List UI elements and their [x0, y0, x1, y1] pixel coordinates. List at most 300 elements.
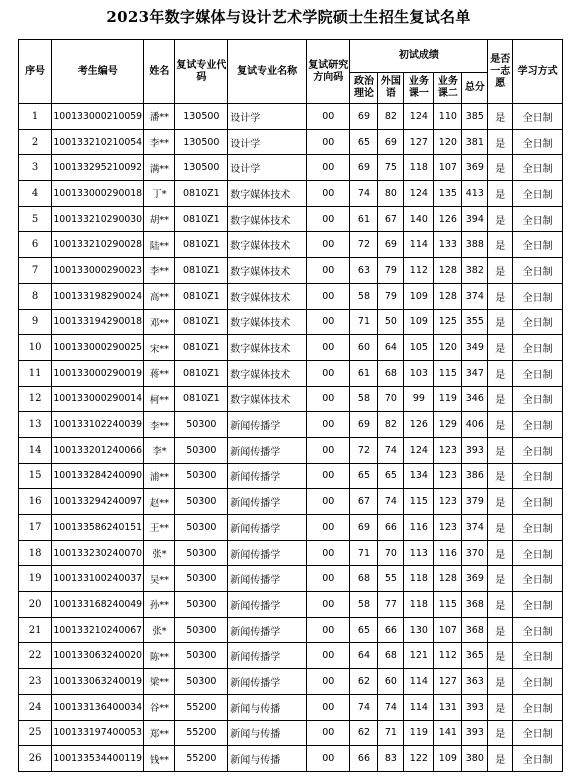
cell-total: 370 [462, 540, 488, 566]
cell-major-code: 55200 [175, 720, 228, 746]
cell-course-1: 113 [404, 540, 434, 566]
cell-course-1: 122 [404, 746, 434, 772]
header-study-mode: 学习方式 [513, 40, 563, 104]
cell-course-2: 110 [434, 104, 462, 130]
table-header [19, 40, 563, 104]
cell-first-choice: 是 [488, 104, 513, 130]
cell-study-mode: 全日制 [513, 412, 563, 438]
cell-foreign-language: 55 [378, 566, 404, 592]
cell-major-name: 新闻传播学 [228, 669, 307, 695]
cell-course-1: 118 [404, 566, 434, 592]
cell-first-choice: 是 [488, 412, 513, 438]
cell-course-1: 118 [404, 592, 434, 618]
cell-total: 369 [462, 566, 488, 592]
cell-direction: 00 [306, 720, 350, 746]
cell-major-code: 0810Z1 [175, 335, 228, 361]
cell-first-choice: 是 [488, 386, 513, 412]
cell-name: 陈** [144, 643, 175, 669]
cell-direction: 00 [306, 437, 350, 463]
cell-first-choice: 是 [488, 335, 513, 361]
cell-name: 陆** [144, 232, 175, 258]
cell-name: 潘** [144, 104, 175, 130]
cell-direction: 00 [306, 360, 350, 386]
cell-foreign-language: 65 [378, 463, 404, 489]
cell-course-1: 105 [404, 335, 434, 361]
cell-first-choice: 是 [488, 669, 513, 695]
cell-total: 381 [462, 129, 488, 155]
cell-major-code: 55200 [175, 694, 228, 720]
cell-course-1: 114 [404, 694, 434, 720]
cell-direction: 00 [306, 566, 350, 592]
cell-course-1: 124 [404, 181, 434, 207]
table-body [19, 104, 563, 772]
cell-course-2: 115 [434, 592, 462, 618]
cell-study-mode: 全日制 [513, 617, 563, 643]
cell-politics: 65 [350, 463, 378, 489]
cell-foreign-language: 68 [378, 360, 404, 386]
cell-politics: 62 [350, 720, 378, 746]
table-row [19, 566, 563, 592]
header-foreign-language: 外国语 [378, 73, 404, 104]
header-major-code: 复试专业代码 [175, 40, 228, 104]
cell-total: 394 [462, 206, 488, 232]
cell-foreign-language: 82 [378, 412, 404, 438]
cell-name: 孙** [144, 592, 175, 618]
cell-major-name: 新闻传播学 [228, 643, 307, 669]
cell-course-1: 127 [404, 129, 434, 155]
cell-exam-no: 100133210210054 [52, 129, 144, 155]
cell-major-name: 新闻传播学 [228, 515, 307, 541]
cell-major-name: 新闻与传播 [228, 746, 307, 772]
cell-politics: 66 [350, 746, 378, 772]
cell-major-name: 新闻传播学 [228, 437, 307, 463]
cell-first-choice: 是 [488, 206, 513, 232]
cell-direction: 00 [306, 617, 350, 643]
table-row [19, 540, 563, 566]
cell-total: 346 [462, 386, 488, 412]
header-total: 总分 [462, 73, 488, 104]
cell-foreign-language: 79 [378, 283, 404, 309]
cell-politics: 74 [350, 181, 378, 207]
cell-exam-no: 100133000290023 [52, 258, 144, 284]
cell-total: 374 [462, 515, 488, 541]
cell-study-mode: 全日制 [513, 283, 563, 309]
cell-exam-no: 100133198290024 [52, 283, 144, 309]
cell-first-choice: 是 [488, 129, 513, 155]
cell-exam-no: 100133210240067 [52, 617, 144, 643]
cell-name: 吴** [144, 566, 175, 592]
table-row [19, 309, 563, 335]
cell-direction: 00 [306, 386, 350, 412]
cell-first-choice: 是 [488, 515, 513, 541]
cell-seq: 21 [19, 617, 52, 643]
table-row [19, 437, 563, 463]
cell-course-1: 109 [404, 283, 434, 309]
cell-seq: 15 [19, 463, 52, 489]
table-row [19, 258, 563, 284]
cell-course-2: 123 [434, 489, 462, 515]
table-row [19, 592, 563, 618]
cell-foreign-language: 67 [378, 206, 404, 232]
cell-seq: 25 [19, 720, 52, 746]
cell-course-1: 109 [404, 309, 434, 335]
cell-total: 368 [462, 617, 488, 643]
cell-name: 李** [144, 129, 175, 155]
cell-exam-no: 100133201240066 [52, 437, 144, 463]
table-row [19, 129, 563, 155]
cell-foreign-language: 50 [378, 309, 404, 335]
cell-foreign-language: 77 [378, 592, 404, 618]
cell-politics: 61 [350, 360, 378, 386]
cell-total: 355 [462, 309, 488, 335]
cell-major-code: 50300 [175, 592, 228, 618]
cell-total: 393 [462, 437, 488, 463]
cell-course-1: 112 [404, 258, 434, 284]
cell-direction: 00 [306, 489, 350, 515]
cell-course-2: 128 [434, 283, 462, 309]
cell-study-mode: 全日制 [513, 309, 563, 335]
table-row [19, 232, 563, 258]
cell-foreign-language: 74 [378, 437, 404, 463]
cell-seq: 11 [19, 360, 52, 386]
cell-total: 393 [462, 694, 488, 720]
cell-total: 386 [462, 463, 488, 489]
cell-exam-no: 100133100240037 [52, 566, 144, 592]
cell-name: 王** [144, 515, 175, 541]
table-row [19, 746, 563, 772]
cell-first-choice: 是 [488, 181, 513, 207]
cell-major-code: 50300 [175, 437, 228, 463]
cell-major-name: 新闻传播学 [228, 463, 307, 489]
cell-study-mode: 全日制 [513, 463, 563, 489]
cell-seq: 20 [19, 592, 52, 618]
cell-exam-no: 100133284240090 [52, 463, 144, 489]
cell-name: 李* [144, 437, 175, 463]
cell-study-mode: 全日制 [513, 104, 563, 130]
cell-major-name: 新闻传播学 [228, 592, 307, 618]
cell-name: 梁** [144, 669, 175, 695]
cell-total: 393 [462, 720, 488, 746]
cell-direction: 00 [306, 309, 350, 335]
cell-name: 蒋** [144, 360, 175, 386]
cell-major-code: 0810Z1 [175, 283, 228, 309]
cell-politics: 61 [350, 206, 378, 232]
cell-seq: 3 [19, 155, 52, 181]
cell-exam-no: 100133000210059 [52, 104, 144, 130]
cell-major-code: 0810Z1 [175, 360, 228, 386]
cell-first-choice: 是 [488, 746, 513, 772]
cell-course-2: 116 [434, 540, 462, 566]
table-row [19, 386, 563, 412]
cell-major-code: 50300 [175, 412, 228, 438]
cell-exam-no: 100133294240097 [52, 489, 144, 515]
cell-course-2: 133 [434, 232, 462, 258]
cell-first-choice: 是 [488, 309, 513, 335]
cell-seq: 4 [19, 181, 52, 207]
cell-course-2: 129 [434, 412, 462, 438]
cell-total: 379 [462, 489, 488, 515]
cell-direction: 00 [306, 232, 350, 258]
cell-name: 钱** [144, 746, 175, 772]
cell-major-name: 设计学 [228, 155, 307, 181]
cell-exam-no: 100133534400119 [52, 746, 144, 772]
cell-major-code: 50300 [175, 617, 228, 643]
cell-major-code: 50300 [175, 566, 228, 592]
cell-foreign-language: 74 [378, 489, 404, 515]
cell-course-1: 103 [404, 360, 434, 386]
cell-politics: 72 [350, 232, 378, 258]
cell-total: 382 [462, 258, 488, 284]
table-row [19, 694, 563, 720]
cell-study-mode: 全日制 [513, 360, 563, 386]
cell-exam-no: 100133000290014 [52, 386, 144, 412]
cell-study-mode: 全日制 [513, 515, 563, 541]
cell-exam-no: 100133063240019 [52, 669, 144, 695]
cell-exam-no: 100133000290019 [52, 360, 144, 386]
cell-exam-no: 100133063240020 [52, 643, 144, 669]
cell-seq: 2 [19, 129, 52, 155]
cell-exam-no: 100133000290018 [52, 181, 144, 207]
cell-course-2: 123 [434, 463, 462, 489]
cell-exam-no: 100133210290028 [52, 232, 144, 258]
cell-exam-no: 100133295210092 [52, 155, 144, 181]
cell-first-choice: 是 [488, 566, 513, 592]
cell-course-1: 130 [404, 617, 434, 643]
cell-study-mode: 全日制 [513, 746, 563, 772]
table-row [19, 643, 563, 669]
cell-direction: 00 [306, 258, 350, 284]
cell-major-name: 设计学 [228, 104, 307, 130]
cell-foreign-language: 75 [378, 155, 404, 181]
cell-course-2: 107 [434, 617, 462, 643]
header-exam-no: 考生编号 [52, 40, 144, 104]
cell-exam-no: 100133197400053 [52, 720, 144, 746]
cell-course-1: 126 [404, 412, 434, 438]
cell-seq: 12 [19, 386, 52, 412]
cell-politics: 65 [350, 617, 378, 643]
cell-course-1: 116 [404, 515, 434, 541]
cell-first-choice: 是 [488, 155, 513, 181]
cell-course-2: 135 [434, 181, 462, 207]
cell-total: 363 [462, 669, 488, 695]
cell-direction: 00 [306, 335, 350, 361]
header-first-choice: 是否一志愿 [488, 40, 513, 104]
header-prelim-scores: 初试成绩 [350, 40, 488, 73]
cell-major-name: 设计学 [228, 129, 307, 155]
cell-politics: 69 [350, 515, 378, 541]
cell-politics: 64 [350, 643, 378, 669]
cell-course-2: 120 [434, 335, 462, 361]
cell-major-code: 50300 [175, 643, 228, 669]
cell-foreign-language: 66 [378, 617, 404, 643]
cell-course-2: 141 [434, 720, 462, 746]
table-row [19, 669, 563, 695]
cell-course-2: 131 [434, 694, 462, 720]
cell-direction: 00 [306, 104, 350, 130]
cell-seq: 16 [19, 489, 52, 515]
cell-major-name: 新闻传播学 [228, 566, 307, 592]
table-row [19, 360, 563, 386]
cell-total: 385 [462, 104, 488, 130]
cell-seq: 22 [19, 643, 52, 669]
table-row [19, 206, 563, 232]
cell-study-mode: 全日制 [513, 437, 563, 463]
cell-politics: 72 [350, 437, 378, 463]
table-row [19, 283, 563, 309]
cell-seq: 8 [19, 283, 52, 309]
cell-course-2: 120 [434, 129, 462, 155]
cell-foreign-language: 80 [378, 181, 404, 207]
cell-exam-no: 100133168240049 [52, 592, 144, 618]
cell-politics: 65 [350, 129, 378, 155]
cell-study-mode: 全日制 [513, 566, 563, 592]
cell-first-choice: 是 [488, 360, 513, 386]
cell-total: 368 [462, 592, 488, 618]
cell-first-choice: 是 [488, 592, 513, 618]
cell-first-choice: 是 [488, 694, 513, 720]
cell-direction: 00 [306, 592, 350, 618]
cell-major-code: 50300 [175, 669, 228, 695]
cell-foreign-language: 60 [378, 669, 404, 695]
cell-politics: 63 [350, 258, 378, 284]
cell-course-1: 124 [404, 104, 434, 130]
cell-study-mode: 全日制 [513, 155, 563, 181]
cell-exam-no: 100133210290030 [52, 206, 144, 232]
cell-direction: 00 [306, 463, 350, 489]
cell-course-2: 123 [434, 515, 462, 541]
cell-politics: 74 [350, 694, 378, 720]
table-row [19, 104, 563, 130]
header-name: 姓名 [144, 40, 175, 104]
table-row [19, 155, 563, 181]
cell-study-mode: 全日制 [513, 540, 563, 566]
cell-foreign-language: 69 [378, 232, 404, 258]
cell-foreign-language: 69 [378, 129, 404, 155]
cell-foreign-language: 66 [378, 515, 404, 541]
cell-seq: 7 [19, 258, 52, 284]
cell-major-name: 数字媒体技术 [228, 309, 307, 335]
cell-course-2: 109 [434, 746, 462, 772]
cell-study-mode: 全日制 [513, 335, 563, 361]
cell-major-code: 50300 [175, 540, 228, 566]
cell-foreign-language: 64 [378, 335, 404, 361]
cell-major-name: 数字媒体技术 [228, 181, 307, 207]
cell-politics: 69 [350, 104, 378, 130]
cell-direction: 00 [306, 155, 350, 181]
cell-first-choice: 是 [488, 540, 513, 566]
cell-major-code: 50300 [175, 463, 228, 489]
table-row [19, 489, 563, 515]
cell-seq: 17 [19, 515, 52, 541]
cell-major-code: 0810Z1 [175, 258, 228, 284]
cell-politics: 71 [350, 309, 378, 335]
cell-major-code: 55200 [175, 746, 228, 772]
retest-list-table [18, 39, 563, 772]
header-politics: 政治理论 [350, 73, 378, 104]
cell-foreign-language: 70 [378, 540, 404, 566]
cell-name: 李** [144, 412, 175, 438]
cell-course-2: 128 [434, 566, 462, 592]
header-direction: 复试研究方向码 [306, 40, 350, 104]
cell-politics: 58 [350, 283, 378, 309]
table-row [19, 720, 563, 746]
cell-name: 宋** [144, 335, 175, 361]
cell-exam-no: 100133586240151 [52, 515, 144, 541]
cell-major-name: 数字媒体技术 [228, 335, 307, 361]
cell-study-mode: 全日制 [513, 386, 563, 412]
cell-direction: 00 [306, 129, 350, 155]
cell-seq: 19 [19, 566, 52, 592]
cell-direction: 00 [306, 283, 350, 309]
cell-foreign-language: 83 [378, 746, 404, 772]
table-row [19, 463, 563, 489]
cell-seq: 26 [19, 746, 52, 772]
cell-foreign-language: 82 [378, 104, 404, 130]
cell-direction: 00 [306, 206, 350, 232]
cell-study-mode: 全日制 [513, 643, 563, 669]
cell-major-name: 数字媒体技术 [228, 386, 307, 412]
cell-study-mode: 全日制 [513, 181, 563, 207]
cell-course-2: 107 [434, 155, 462, 181]
cell-major-code: 130500 [175, 129, 228, 155]
cell-direction: 00 [306, 515, 350, 541]
cell-major-code: 0810Z1 [175, 181, 228, 207]
cell-exam-no: 100133136400034 [52, 694, 144, 720]
cell-course-2: 112 [434, 643, 462, 669]
cell-course-1: 134 [404, 463, 434, 489]
cell-name: 张* [144, 617, 175, 643]
table-row [19, 515, 563, 541]
cell-name: 丁* [144, 181, 175, 207]
cell-direction: 00 [306, 540, 350, 566]
cell-total: 349 [462, 335, 488, 361]
cell-course-1: 114 [404, 232, 434, 258]
table-row [19, 335, 563, 361]
cell-first-choice: 是 [488, 643, 513, 669]
cell-seq: 1 [19, 104, 52, 130]
cell-major-name: 数字媒体技术 [228, 206, 307, 232]
cell-major-name: 数字媒体技术 [228, 360, 307, 386]
cell-name: 谷** [144, 694, 175, 720]
cell-politics: 58 [350, 386, 378, 412]
cell-direction: 00 [306, 181, 350, 207]
cell-direction: 00 [306, 746, 350, 772]
cell-major-code: 130500 [175, 104, 228, 130]
cell-name: 满** [144, 155, 175, 181]
cell-course-2: 123 [434, 437, 462, 463]
header-course-1: 业务课一 [404, 73, 434, 104]
cell-name: 张* [144, 540, 175, 566]
cell-foreign-language: 79 [378, 258, 404, 284]
cell-seq: 24 [19, 694, 52, 720]
cell-foreign-language: 71 [378, 720, 404, 746]
cell-first-choice: 是 [488, 489, 513, 515]
cell-major-name: 新闻传播学 [228, 617, 307, 643]
cell-major-code: 0810Z1 [175, 386, 228, 412]
cell-name: 胡** [144, 206, 175, 232]
cell-seq: 18 [19, 540, 52, 566]
cell-major-name: 数字媒体技术 [228, 232, 307, 258]
cell-seq: 5 [19, 206, 52, 232]
cell-seq: 9 [19, 309, 52, 335]
cell-course-2: 127 [434, 669, 462, 695]
cell-exam-no: 100133000290025 [52, 335, 144, 361]
cell-politics: 71 [350, 540, 378, 566]
cell-first-choice: 是 [488, 258, 513, 284]
cell-course-1: 114 [404, 669, 434, 695]
cell-major-name: 新闻与传播 [228, 694, 307, 720]
cell-study-mode: 全日制 [513, 669, 563, 695]
